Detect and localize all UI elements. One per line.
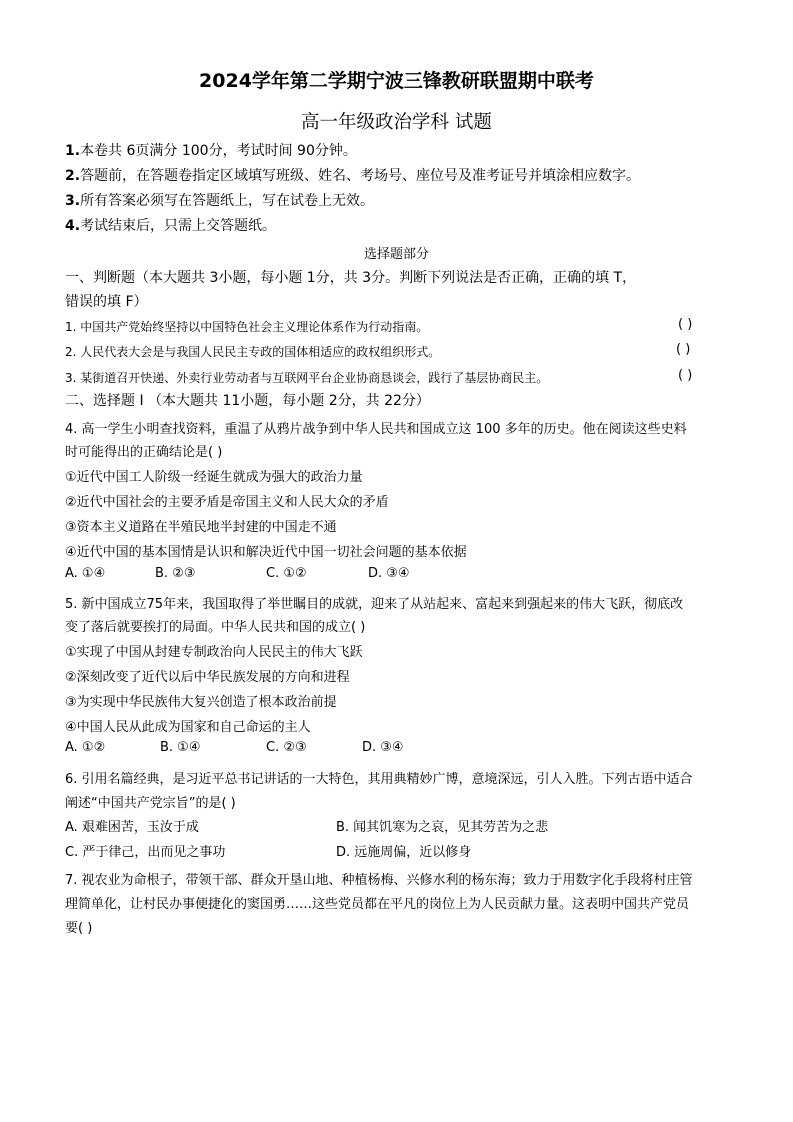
question-5-statement-3: ③为实现中华民族伟大复兴创造了根本政治前提 bbox=[65, 695, 337, 710]
question-6-option-b: B. 闻其饥寒为之哀，见其劳苦为之悲 bbox=[336, 820, 549, 835]
instruction-number: 3. bbox=[65, 193, 81, 209]
question-4-option-b: B. ②③ bbox=[155, 566, 196, 581]
answer-bracket: ( ) bbox=[678, 368, 693, 383]
instruction-1 bbox=[65, 140, 357, 160]
question-6-stem-cont: 阐述“中国共产党宗旨”的是( ) bbox=[65, 796, 236, 811]
instruction-number: 4. bbox=[65, 218, 81, 234]
answer-bracket: ( ) bbox=[678, 317, 693, 332]
question-7-stem: 7. 视农业为命根子，带领干部、群众开垦山地、种植杨梅、兴修水利的杨东海；致力于用数字化手段将村庄管 bbox=[65, 873, 693, 888]
question-5-statement-2: ②深刻改变了近代以后中华民族发展的方向和进程 bbox=[65, 670, 350, 685]
instruction-number: 2. bbox=[65, 168, 81, 184]
instruction-2 bbox=[65, 165, 640, 185]
question-7-stem-cont: 理简单化，让村民办事便捷化的窦国勇……这些党员都在平凡的岗位上为人民贡献力量。这表明中国共产党员 bbox=[65, 897, 690, 912]
instruction-text: 答题前，在答题卷指定区域填写班级、姓名、考场号、座位号及准考证号并填涂相应数字。 bbox=[80, 168, 641, 184]
question-6-option-c: C. 严于律己，出而见之事功 bbox=[65, 845, 226, 860]
question-4-statement-2: ②近代中国社会的主要矛盾是帝国主义和人民大众的矛盾 bbox=[65, 495, 389, 510]
section1-heading-cont: 错误的填 F） bbox=[65, 294, 148, 310]
question-5-stem-cont: 变了落后就要挨打的局面。中华人民共和国的成立( ) bbox=[65, 620, 366, 635]
question-4-statement-4: ④近代中国的基本国情是认识和解决近代中国一切社会问题的基本依据 bbox=[65, 545, 467, 560]
part-title: 选择题部分 bbox=[363, 247, 429, 262]
question-5-option-a: A. ①② bbox=[65, 740, 106, 755]
question-7-stem-end: 要( ) bbox=[65, 921, 93, 936]
instruction-4 bbox=[65, 215, 276, 235]
exam-subtitle: 高一年级政治学科 试题 bbox=[301, 112, 492, 133]
judge-item-3: 3. 某街道召开快递、外卖行业劳动者与互联网平台企业协商恳谈会，践行了基层协商民主。 bbox=[65, 371, 549, 385]
question-5-statement-4: ④中国人民从此成为国家和自己命运的主人 bbox=[65, 720, 311, 735]
instruction-3 bbox=[65, 190, 374, 210]
question-4-option-d: D. ③④ bbox=[368, 566, 410, 581]
question-5-option-b: B. ①④ bbox=[160, 740, 201, 755]
instruction-text: 考试结束后，只需上交答题纸。 bbox=[80, 218, 277, 234]
exam-title: 2024学年第二学期宁波三锋教研联盟期中联考 bbox=[199, 70, 594, 92]
judge-item-1: 1. 中国共产党始终坚持以中国特色社会主义理论体系作为行动指南。 bbox=[65, 320, 429, 334]
question-4-statement-3: ③资本主义道路在半殖民地半封建的中国走不通 bbox=[65, 520, 337, 535]
question-4-statement-1: ①近代中国工人阶级一经诞生就成为强大的政治力量 bbox=[65, 470, 363, 485]
question-5-option-d: D. ③④ bbox=[362, 740, 404, 755]
question-5-stem: 5. 新中国成立75年来，我国取得了举世瞩目的成就，迎来了从站起来、富起来到强起来的伟大飞跃，彻底改 bbox=[65, 597, 684, 612]
question-6-stem: 6. 引用名篇经典，是习近平总书记讲话的一大特色，其用典精妙广博，意境深远，引人入胜。下列古语中适合 bbox=[65, 772, 693, 787]
question-4-stem-cont: 时可能得出的正确结论是( ) bbox=[65, 445, 223, 460]
question-6-option-d: D. 远施周偏，近以修身 bbox=[336, 845, 472, 860]
section2-heading: 二、选择题 Ⅰ （本大题共 11小题，每小题 2分，共 22分） bbox=[65, 393, 430, 409]
instruction-text: 所有答案必须写在答题纸上，写在试卷上无效。 bbox=[80, 193, 375, 209]
answer-bracket: ( ) bbox=[676, 342, 691, 357]
instruction-text: 本卷共 6页满分 100分，考试时间 90分钟。 bbox=[80, 143, 357, 159]
question-6-option-a: A. 艰难困苦，玉汝于成 bbox=[65, 820, 199, 835]
section1-heading: 一、判断题（本大题共 3小题，每小题 1分，共 3分。判断下列说法是否正确，正确的填 T， bbox=[65, 270, 637, 286]
judge-item-2: 2. 人民代表大会是与我国人民民主专政的国体相适应的政权组织形式。 bbox=[65, 345, 441, 359]
question-4-option-c: C. ①② bbox=[266, 566, 307, 581]
question-5-option-c: C. ②③ bbox=[266, 740, 307, 755]
instruction-number: 1. bbox=[65, 143, 81, 159]
question-5-statement-1: ①实现了中国从封建专制政治向人民民主的伟大飞跃 bbox=[65, 645, 363, 660]
question-4-stem: 4. 高一学生小明查找资料，重温了从鸦片战争到中华人民共和国成立这 100 多年的历史。他在阅读这些史料 bbox=[65, 422, 687, 437]
question-4-option-a: A. ①④ bbox=[65, 566, 106, 581]
